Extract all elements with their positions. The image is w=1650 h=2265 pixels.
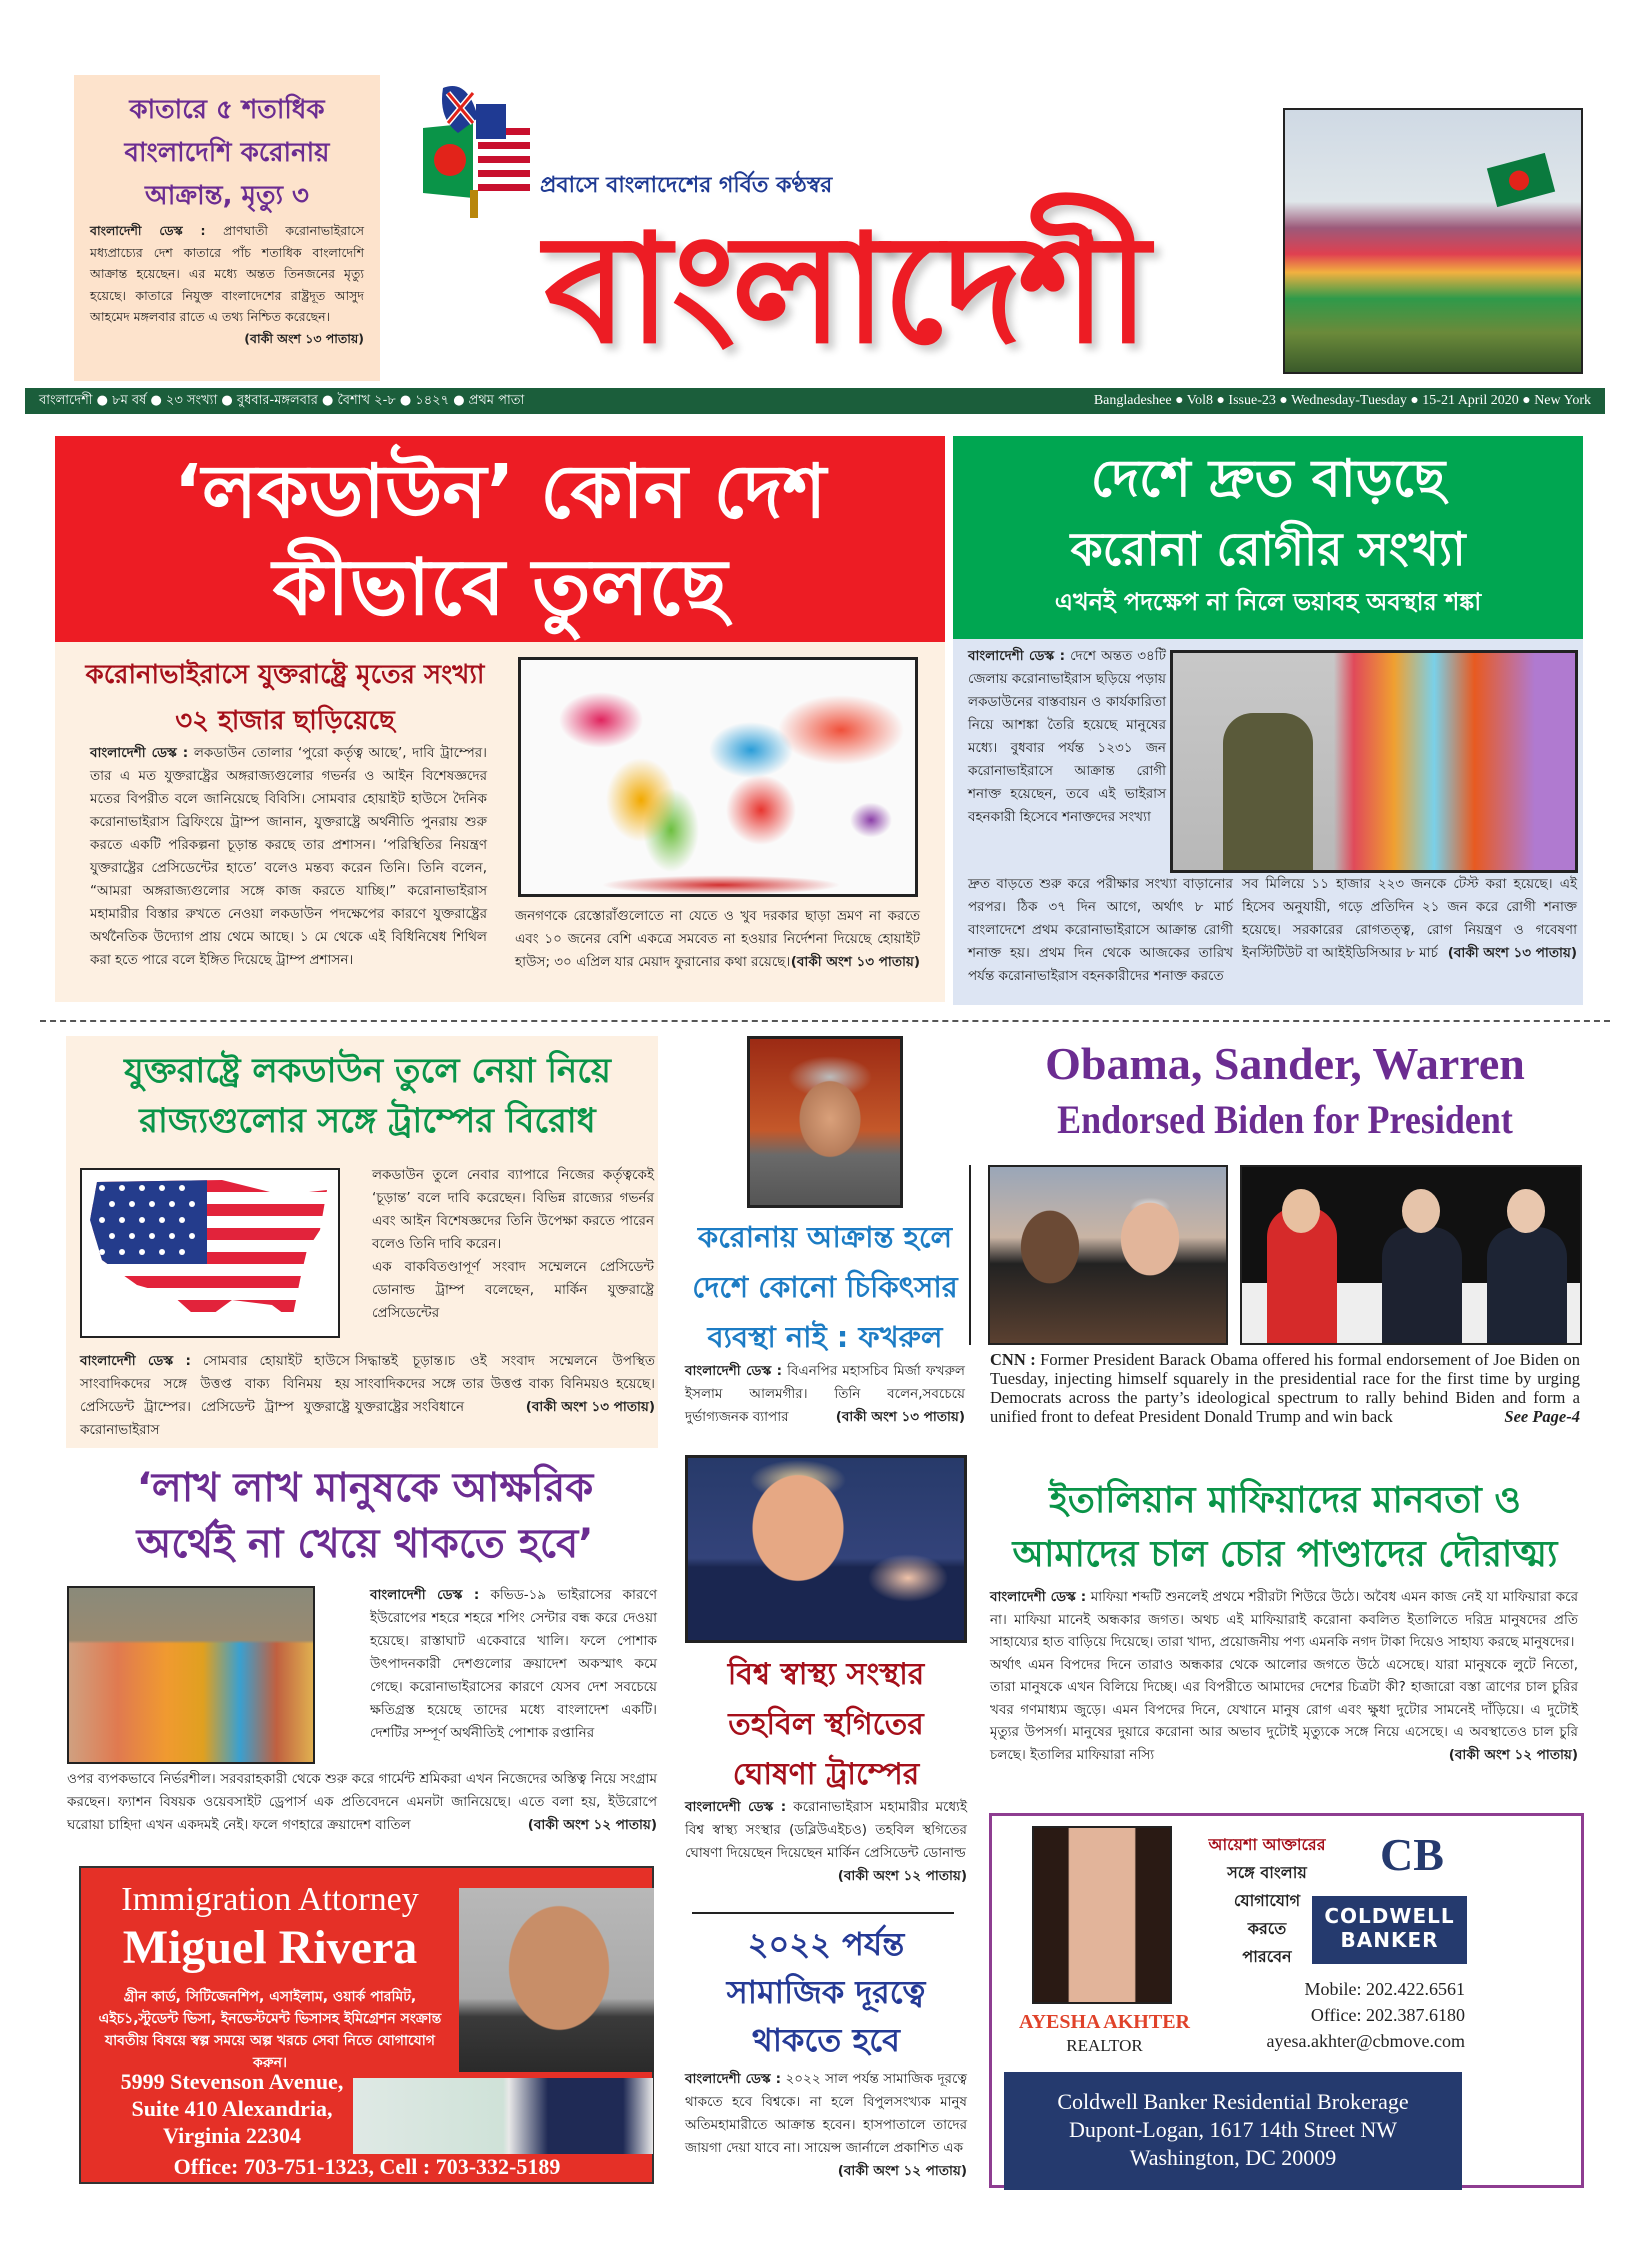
attorney-address-line2: Suite 410 Alexandria, — [131, 2096, 333, 2121]
see-page-link[interactable]: See Page-4 — [1504, 1407, 1580, 1426]
byline: বাংলাদেশী ডেস্ক : — [990, 1589, 1087, 1605]
hunger-body-right: কভিড-১৯ ভাইরাসের কারণে ইউরোপের শহরে শহরে শপিং সেন্টার বন্ধ করে দেওয়া হয়েছে। রাস্তাঘাট একেবারে খালি। ফলে পোশাক উৎপাদনকারী দেশগুলোর ক্রয়াদেশ অকস্মাৎ কমে গেছে। করোনাভাইরাসের কারণে যেসব দেশ সবচেয়ে ক্ষতিগ্রস্ত হয়েছে তাদের মধ্যে বাংলাদেশ একটি। দেশটির সম্পূর্ণ অর্থনীতিই পোশাক রপ্তানির — [370, 1587, 657, 1741]
hunger-headline-line2: অর্থেই না খেয়ে থাকতে হবে’ — [136, 1521, 594, 1567]
lead-green-body-col2: সব মিলিয়ে ১১ হাজার ২২৩ জনকে টেস্ট করা হয়েছে। এই হিসেব অনুযায়ী, গড়ে প্রতিদিন ২১ জন করে রোগী শনাক্ত হয়েছে। সরকারের রোগতত্ত্ব, রোগ নিয়ন্ত্রণ ও গবেষণা ইনস্টিটিউট বা আইইডিসিআর ৮ মার্চ — [1242, 876, 1577, 961]
masthead-info-bar — [25, 388, 1605, 414]
obama-headline-line1: Obama, Sander, Warren — [1045, 1038, 1525, 1089]
flags-logo-icon — [418, 78, 533, 218]
mafia-headline-line2: আমাদের চাল চোর পাণ্ডাদের দৌরাত্ম্য — [1012, 1534, 1558, 1575]
us-deaths-headline: করোনাভাইরাসে যুক্তরাষ্ট্রে মৃতের সংখ্যা ৩২ হাজার ছাড়িয়েছে — [85, 660, 485, 736]
byline: বাংলাদেশী ডেস্ক : — [968, 648, 1066, 664]
top-left-body: প্রাণঘাতী করোনাভাইরাসে মধ্যপ্রাচ্যের দেশ কাতারে পাঁচ শতাধিক বাংলাদেশি আক্রান্ত হয়েছেন। এর মধ্যে অন্তত তিনজনের মৃত্যু হয়েছে। কাতারে নিযুক্ত বাংলাদেশের রাষ্ট্রদূত আসুদ আহমেদ মঙ্গলবার রাতে এ তথ্য নিশ্চিত করেছেন। — [90, 223, 364, 324]
top-right-photo — [1283, 108, 1583, 374]
byline: CNN : — [990, 1350, 1036, 1369]
us-states-headline: যুক্তরাষ্ট্রে লকডাউন তুলে নেয়া নিয়ে রাজ্যগুলোর সঙ্গে ট্রাম্পের বিরোধ — [124, 1051, 611, 1141]
realtor-footer-line1: Coldwell Banker Residential Brokerage — [1057, 2089, 1409, 2114]
lead-green-body-col1: দ্রুত বাড়তে শুরু করে পরীক্ষার সংখ্যা বাড়ানোর পরপর। ঠিক ৩৭ দিন আগে, অর্থাৎ ৮ মার্চ বাংলাদেশে প্রথম করোনাভাইরাসে আক্রান্ত রোগী শনাক্ত হয়। প্রথম দিন থেকে আজকের তারিখ পর্যন্ত করোনাভাইরাস বহনকারীদের শনাক্ত করতে — [968, 876, 1233, 984]
attorney-name: Miguel Rivera — [122, 1921, 418, 1974]
lead-green-banner — [953, 436, 1583, 639]
realtor-office: Office: 202.387.6180 — [1310, 2005, 1465, 2025]
fakhrul-portrait-image — [747, 1036, 903, 1208]
hunger-body-bottom: ওপর ব্যপকভাবে নির্ভরশীল। সরবরাহকারী থেকে শুরু করে গার্মেন্ট শ্রমিকরা এখন নিজেদের অস্তিত্ব নিয়ে সংগ্রাম করছেন। ফ্যাশন বিষয়ক ওয়েবসাইট ড্রেপার্স এক প্রতিবেদনে এমনটা জানিয়েছে। এতে বলা হয়, ইউরোপে ঘরোয়া চাহিদা এখন একদমই নেই। ফলে গণহারে ক্রয়াদেশ বাতিল — [67, 1771, 657, 1833]
continued-link[interactable]: (বাকী অংশ ১৩ পাতায়) — [790, 954, 920, 970]
section-divider — [40, 1020, 1610, 1022]
hunger-headline-line1: ‘লাখ লাখ মানুষকে আক্ষরিক — [136, 1465, 594, 1511]
continued-link[interactable]: (বাকী অংশ ১২ পাতায়) — [527, 1817, 657, 1833]
article-divider — [692, 1912, 954, 1914]
continued-link[interactable]: (বাকী অংশ ১২ পাতায়) — [837, 1868, 967, 1884]
warren-sanders-biden-photo — [1240, 1165, 1582, 1345]
attorney-portrait-image — [459, 1888, 654, 2072]
top-left-headline: কাতারে ৫ শতাধিক বাংলাদেশি করোনায় আক্রান্ত, মৃত্যু ৩ — [124, 95, 330, 211]
continued-link[interactable]: (বাকী অংশ ১৩ পাতায়) — [525, 1399, 655, 1415]
world-map-caption: জনগণকে রেস্তোরাঁগুলোতে না যেতে ও খুব দরকার ছাড়া ভ্রমণ না করতে এবং ১০ জনের বেশি একত্রে সমবেত না হওয়ার নির্দেশনা দিয়েছে হোয়াইট হাউস; ৩০ এপ্রিল যার মেয়াদ ফুরানোর কথা রয়েছে। — [515, 908, 920, 970]
trump-speaking-photo — [685, 1455, 967, 1643]
realtor-role: REALTOR — [1066, 2036, 1143, 2055]
byline: বাংলাদেশী ডেস্ক : — [90, 745, 189, 761]
realtor-footer-line2: Dupont-Logan, 1617 14th Street NW — [1068, 2117, 1398, 2142]
mafia-body: মাফিয়া শব্দটি শুনলেই প্রথমে শরীরটা শিউরে উঠে। অবৈধ এমন কাজ নেই যা মাফিয়ারা করে না। মাফিয়া মানেই অন্ধকার জগত। অথচ এই মাফিয়ারাই করোনা কবলিত ইতালিতে দরিদ্র মানুষদের প্রতি সাহায্যের হাত বাড়িয়ে দিয়েছে। তারা খাদ্য, প্রয়োজনীয় পণ্য এমনকি নগদ টাকা দিয়েও সাহায্য করছে মানুষদের। — [990, 1589, 1578, 1650]
realtor-email[interactable]: ayesa.akhter@cbmove.com — [1266, 2031, 1465, 2051]
us-states-body-right-top: লকডাউন তুলে নেবার ব্যাপারে নিজের কর্তৃত্বকেই ‘চূড়ান্ত’ বলে দাবি করেছেন। বিভিন্ন রাজ্যের গভর্নর এবং আইন বিশেষজ্ঞদের তিনি উপেক্ষা করতে পারেন বলেও তিনি দাবি করেন। — [372, 1167, 654, 1252]
realtor-footer — [1004, 2072, 1462, 2190]
realtor-portrait-image — [1032, 1826, 1172, 2004]
byline: বাংলাদেশী ডেস্ক : — [80, 1353, 191, 1369]
attorney-services: গ্রীন কার্ড, সিটিজেনশিপ, এসাইলাম, ওয়ার্ক পারমিট, এইচ১,স্টুডেন্ট ভিসা, ইনভেস্টমেন্ট ভিসাসহ ইমিগ্রেশন সংক্রান্ত যাবতীয় বিষয়ে স্বল্প সময়ে অল্প খরচে সেবা নিতে যোগাযোগ করুন। — [98, 1989, 442, 2071]
info-bar-english: Bangladeshee ● Vol8 ● Issue-23 ● Wednesday-Tuesday ● 15-21 April 2020 ● New York — [1093, 393, 1591, 408]
logo-text-1: COLDWELL — [1324, 1904, 1455, 1928]
byline: বাংলাদেশী ডেস্ক : — [90, 223, 206, 238]
realtor-bn-line2: সঙ্গে বাংলায় — [1227, 1863, 1307, 1882]
realtor-bn-line3: যোগাযোগ — [1233, 1891, 1301, 1910]
us-states-body-right-mid: এক বাকবিতণ্ডাপূর্ণ সংবাদ সম্মেলনে প্রেসিডেন্ট ডোনাল্ড ট্রাম্প বলেছেন, মার্কিন যুক্তরাষ্ট্রে প্রেসিডেন্টের — [372, 1259, 654, 1321]
byline: বাংলাদেশী ডেস্ক : — [685, 1799, 787, 1815]
us-flag-map-image — [80, 1168, 340, 1338]
obama-headline-line2: Endorsed Biden for President — [1057, 1097, 1513, 1142]
column-rule — [969, 1165, 971, 1345]
byline: বাংলাদেশী ডেস্ক : — [685, 2071, 781, 2087]
distance-headline: ২০২২ পর্যন্ত সামাজিক দূরত্বে থাকতে হবে — [726, 1925, 926, 2059]
us-deaths-body: লকডাউন তোলার ‘পুরো কর্তৃত্ব আছে’, দাবি ট্রাম্পের। তার এ মত যুক্তরাষ্ট্রের অঙ্গরাজ্যগুলোর গভর্নর ও আইন বিশেষজ্ঞদের মতের বিপরীত বলে জানিয়েছে বিবিসি। সোমবার হোয়াইট হাউসে দৈনিক করোনাভাইরাস ব্রিফিংয়ে ট্রাম্প জানান, যুক্তরাষ্ট্রে অর্থনীতি পুনরায় শুরু করতে একটি পরিকল্পনা চূড়ান্ত করছে তার প্রশাসন। ‘পরিস্থিতির নিয়ন্ত্রণ যুক্তরাষ্ট্রের প্রেসিডেন্টের হাতে’ বলেও মন্তব্য করেন তিনি। তিনি বলেন, “আমরা অঙ্গরাজ্যগুলোর সঙ্গে কাজ করতে যাচ্ছি।” করোনাভাইরাস মহামারীর বিস্তার রুখতে নেওয়া লকডাউন পদক্ষেপের কারণে যুক্তরাষ্ট্রের অর্থনৈতিক উদ্যোগ প্রায় থেমে আছে। ১ মে থেকে এই বিধিনিষেধ শিথিল করা হতে পারে বলে ইঙ্গিত দিয়েছে ট্রাম্প প্রশাসন। — [90, 745, 487, 968]
continued-link[interactable]: (বাকী অংশ ১৩ পাতায়) — [244, 330, 364, 346]
obama-body: Former President Barack Obama offered his formal endorsement of Joe Biden on Tuesday, injecting himself squarely in the presidential race for the first time by urging Democrats across the party’s ideological spectrum to rally behind Biden and form a unified front to defeat President Donald Trump and win back — [990, 1350, 1581, 1426]
distance-body: ২০২২ সাল পর্যন্ত সামাজিক দূরত্বে থাকতে হবে বিশ্বকে। না হলে বিপুলসংখ্যক মানুষ অতিমহামারীতে আক্রান্ত হবেন। হাসপাতালে তাদের জায়গা দেয়া যাবে না। সায়েন্স জার্নালে প্রকাশিত এক — [685, 2071, 967, 2156]
us-states-body-left: সোমবার হোয়াইট হাউসে সাংবাদিকদের সঙ্গে উত্তপ্ত বাক্য বিনিময় হয় প্রেসিডেন্ট ট্রাম্পের। প্রেসিডেন্ট ট্রাম্প যুক্তরাষ্ট্রে করোনাভাইরাস — [80, 1353, 350, 1438]
fakhrul-headline: করোনায় আক্রান্ত হলে দেশে কোনো চিকিৎসার ব্যবস্থা নাই : ফখরুল — [692, 1220, 958, 1354]
masthead-title: বাংলাদেশী — [544, 203, 1146, 377]
mafia-headline-line1: ইতালিয়ান মাফিয়াদের মানবতা ও — [1049, 1480, 1521, 1521]
masthead-tagline: প্রবাসে বাংলাদেশের গর্বিত কণ্ঠস্বর — [540, 173, 833, 198]
continued-link[interactable]: (বাকী অংশ ১৩ পাতায়) — [835, 1409, 965, 1425]
coldwell-logo-mark-icon: CB — [1380, 1829, 1444, 1880]
continued-link[interactable]: (বাকী অংশ ১২ পাতায়) — [1448, 1746, 1578, 1763]
realtor-bn-line4: করতে — [1247, 1919, 1287, 1938]
lead-green-headline-line1: দেশে দ্রুত বাড়ছে — [1090, 449, 1446, 509]
lead-red-headline-line2: কীভাবে তুলছে — [272, 543, 728, 633]
coldwell-banker-logo — [1312, 1896, 1467, 1964]
green-card-passport-image — [353, 2078, 653, 2154]
obama-biden-photo — [988, 1165, 1228, 1345]
lead-green-body-top: দেশে অন্তত ৩৪টি জেলায় করোনাভাইরাস ছড়িয়ে পড়ায় লকডাউনের বাস্তবায়ন ও কার্যকারিতা নিয়ে আশঙ্কা তৈরি হয়েছে মানুষের মধ্যে। বুধবার পর্যন্ত ১২৩১ জন করোনাভাইরাসে আক্রান্ত রোগী শনাক্ত হয়েছেন, তবে এই ভাইরাস বহনকারী হিসেবে শনাক্তদের সংখ্যা — [968, 648, 1166, 825]
realtor-footer-line3: Washington, DC 20009 — [1129, 2145, 1337, 2170]
byline: বাংলাদেশী ডেস্ক : — [370, 1587, 480, 1603]
queue-women-photo — [67, 1586, 315, 1764]
realtor-mobile: Mobile: 202.422.6561 — [1304, 1979, 1465, 1999]
mafia-body-2: অর্থাৎ এমন বিপদের দিনে তারাও অন্ধকার থেকে আলোর জগতে উঠে এসেছে। যারা মানুষকে লুটে নিতো, তারা মানুষকে এখন বিলিয়ে দিচ্ছে। এর বিপরীতে আমাদের দেশের চিত্রটা কী? হাজারো বস্তা ত্রাণের চাল চুরির খবর গণমাধ্যম জুড়ে। এমন বিপদের দিনে, যেখানে মানুষ রোগ এবং ক্ষুধা দুটোর সামনেই দাঁড়িয়ে। এ দুটোই মৃত্যুর উপসর্গ। মানুষের দুয়ারে করোনা আর অভাব দুটোই মৃত্যুকে সঙ্গে নিয়ে এসেছে। এ অবস্থাতেও চাল চুরি চলছে। ইতালির মাফিয়ারা নস্যি — [990, 1656, 1578, 1763]
attorney-address-line3: Virginia 22304 — [163, 2123, 301, 2148]
continued-link[interactable]: (বাকী অংশ ১৩ পাতায়) — [1447, 945, 1577, 961]
realtor-bn-line5: পারবেন — [1242, 1947, 1292, 1966]
attorney-title: Immigration Attorney — [121, 1881, 419, 1918]
world-map-image — [518, 657, 918, 897]
continued-link[interactable]: (বাকী অংশ ১২ পাতায়) — [837, 2163, 967, 2179]
top-left-news-box — [74, 75, 380, 381]
logo-text-2: BANKER — [1340, 1928, 1439, 1952]
soldier-queue-photo — [1170, 650, 1578, 873]
who-headline: বিশ্ব স্বাস্থ্য সংস্থার তহবিল স্থগিতের ঘোষণা ট্রাম্পের — [727, 1657, 925, 1792]
realtor-name: AYESHA AKHTER — [1019, 2011, 1190, 2033]
info-bar-bangla: বাংলাদেশী ● ৮ম বর্ষ ● ২৩ সংখ্যা ● বুধবার-মঙ্গলবার ● বৈশাখ ২-৮ ● ১৪২৭ ● প্রথম পাতা — [39, 393, 525, 408]
lead-red-banner-full — [55, 436, 945, 642]
byline: বাংলাদেশী ডেস্ক : — [685, 1363, 783, 1379]
lead-red-headline-line1: ‘লকডাউন’ কোন দেশ — [173, 449, 827, 535]
attorney-phones: Office: 703-751-1323, Cell : 703-332-5189 — [173, 2154, 561, 2179]
realtor-bn-line1: আয়েশা আক্তারের — [1208, 1835, 1326, 1854]
realtor-ad[interactable] — [989, 1813, 1584, 2188]
lead-green-subhead: এখনই পদক্ষেপ না নিলে ভয়াবহ অবস্থার শঙ্কা — [1054, 588, 1482, 616]
us-states-body-right-bottom: সিদ্ধান্তই চূড়ান্ত।চ ওই সংবাদ সম্মেলনে উপস্থিত সাংবাদিকদের সঙ্গে তার উত্তপ্ত বাক্য বিনিময়ও হয়েছে। যুক্তরাষ্ট্রের সংবিধানে — [355, 1353, 655, 1415]
who-body: করোনাভাইরাস মহামারীর মধ্যেই বিশ্ব স্বাস্থ্য সংস্থার (ডব্লিউএইচও) তহবিল স্থগিতের ঘোষণা দিয়েছেন দিয়েছেন মার্কিন প্রেসিডেন্ট ডোনাল্ড — [685, 1799, 967, 1861]
lead-green-headline-line2: করোনা রোগীর সংখ্যা — [1070, 522, 1466, 576]
attorney-address-line1: 5999 Stevenson Avenue, — [120, 2069, 344, 2094]
fakhrul-body: বিএনপির মহাসচিব মির্জা ফখরুল ইসলাম আলমগীর। তিনি বলেন,সবচেয়ে দুর্ভাগ্যজনক ব্যাপার — [685, 1363, 965, 1425]
attorney-ad[interactable] — [79, 1866, 654, 2184]
